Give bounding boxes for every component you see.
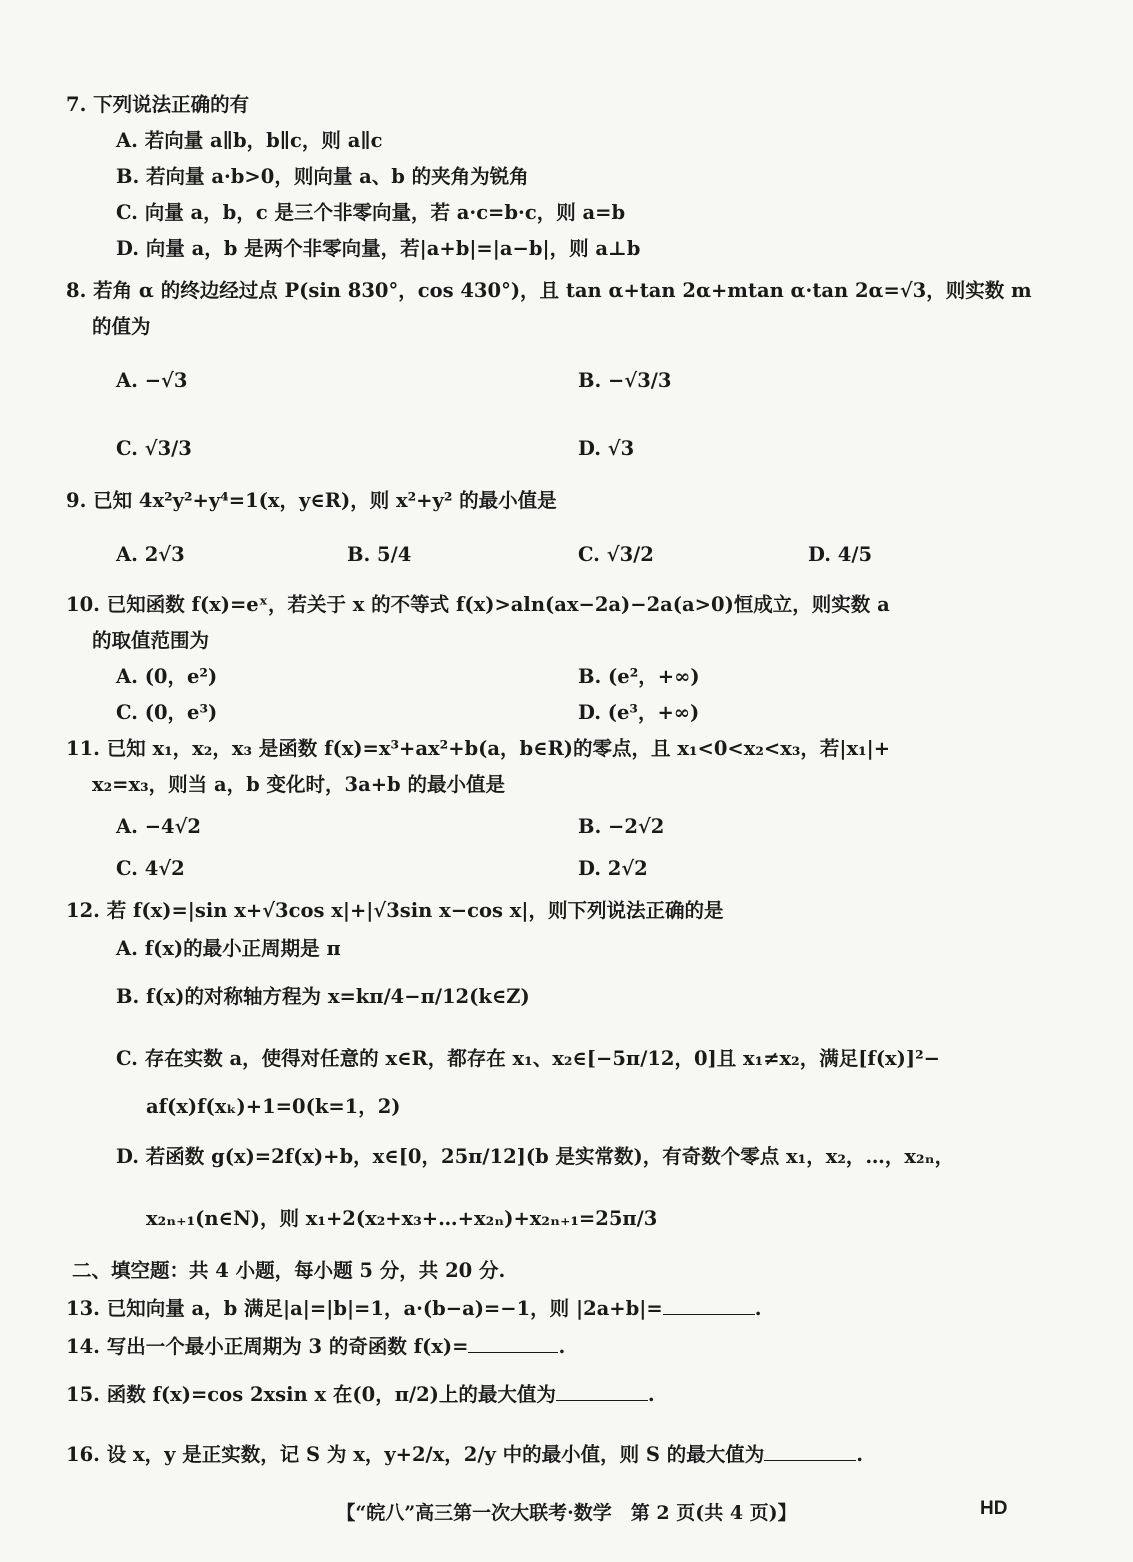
answer-blank xyxy=(764,1440,856,1461)
line-text: D. 2√2 xyxy=(578,857,648,880)
line-text: D. √3 xyxy=(578,437,635,460)
line-sec2 xyxy=(72,1258,505,1284)
line-q13 xyxy=(66,1294,761,1322)
answer-blank xyxy=(468,1332,558,1353)
line-q7b xyxy=(116,164,529,190)
line-q11a xyxy=(116,814,201,840)
line-text: 7. 下列说法正确的有 xyxy=(66,93,250,116)
line-q12d2 xyxy=(146,1206,657,1232)
line-text: A. −4√2 xyxy=(116,815,201,838)
line-text: 的取值范围为 xyxy=(92,629,210,652)
line-text: B. 5/4 xyxy=(347,543,412,566)
line-text: C. 存在实数 a，使得对任意的 x∈R，都存在 x₁、x₂∈[−5π/12，0]且 x₁≠x₂，满足[f(x)]²− xyxy=(116,1047,941,1070)
line-q12c2 xyxy=(146,1094,401,1120)
line-text: D. 向量 a，b 是两个非零向量，若|a+b|=|a−b|，则 a⊥b xyxy=(116,237,641,260)
line-q9c xyxy=(578,542,654,568)
line-text: B. f(x)的对称轴方程为 x=kπ/4−π/12(k∈Z) xyxy=(116,985,530,1008)
line-q12b xyxy=(116,984,530,1010)
line-q8cc xyxy=(116,436,192,462)
line-text: C. √3/2 xyxy=(578,543,654,566)
line-text: B. 若向量 a·b>0，则向量 a、b 的夹角为锐角 xyxy=(116,165,529,188)
line-text: x₂ₙ₊₁(n∈N)，则 x₁+2(x₂+x₃+…+x₂ₙ)+x₂ₙ₊₁=25π/3 xyxy=(146,1207,658,1230)
line-q9b xyxy=(347,542,411,568)
line-q11cc xyxy=(116,856,185,882)
line-text: 的值为 xyxy=(92,315,151,338)
line-q9 xyxy=(66,488,557,514)
line-q11c xyxy=(92,772,505,798)
line-text: x₂=x₃，则当 a，b 变化时，3a+b 的最小值是 xyxy=(92,773,505,796)
footer-code: HD xyxy=(980,1498,1008,1519)
line-q10c xyxy=(92,628,209,654)
line-q7a xyxy=(116,128,383,154)
line-text: A. −√3 xyxy=(116,369,188,392)
line-text: A. f(x)的最小正周期是 π xyxy=(116,937,341,960)
line-q12d xyxy=(116,1144,954,1170)
answer-blank xyxy=(556,1380,648,1401)
line-q7d xyxy=(116,236,640,262)
line-q8c xyxy=(92,314,151,340)
line-text: af(x)f(xₖ)+1=0(k=1，2) xyxy=(146,1095,401,1118)
line-q7 xyxy=(66,92,249,118)
line-text: 12. 若 f(x)=|sin x+√3cos x|+|√3sin x−cos x|，则下列说法正确的是 xyxy=(66,899,724,922)
line-q10 xyxy=(66,592,890,618)
line-text: 9. 已知 4x²y²+y⁴=1(x，y∈R)，则 x²+y² 的最小值是 xyxy=(66,489,557,512)
line-q15 xyxy=(66,1380,655,1408)
line-tail: . xyxy=(856,1443,864,1466)
line-q12a xyxy=(116,936,341,962)
line-tail: . xyxy=(558,1335,566,1358)
line-text: 11. 已知 x₁，x₂，x₃ 是函数 f(x)=x³+ax²+b(a，b∈R)的零点，且 x₁<0<x₂<x₃，若|x₁|+ xyxy=(66,737,891,760)
line-q8 xyxy=(66,278,1032,304)
line-text: C. 向量 a，b，c 是三个非零向量，若 a·c=b·c，则 a=b xyxy=(116,201,626,224)
line-q16 xyxy=(66,1440,863,1468)
line-text: 8. 若角 α 的终边经过点 P(sin 830°，cos 430°)，且 tan α+tan 2α+mtan α·tan 2α=√3，则实数 m xyxy=(66,279,1032,302)
line-text: 16. 设 x，y 是正实数，记 S 为 x，y+2/x，2/y 中的最小值，则 S 的最大值为 xyxy=(66,1443,765,1466)
line-q10d xyxy=(578,700,699,726)
line-text: 14. 写出一个最小正周期为 3 的奇函数 f(x)= xyxy=(66,1335,469,1358)
line-text: C. 4√2 xyxy=(116,857,185,880)
line-text: 10. 已知函数 f(x)=eˣ，若关于 x 的不等式 f(x)>aln(ax−2a)−2a(a>0)恒成立，则实数 a xyxy=(66,593,890,616)
line-text: A. 2√3 xyxy=(116,543,185,566)
line-q12c xyxy=(116,1046,940,1072)
line-q8a xyxy=(116,368,187,394)
line-q11 xyxy=(66,736,890,762)
line-q11b xyxy=(578,814,664,840)
line-text: D. 4/5 xyxy=(808,543,873,566)
line-text: 15. 函数 f(x)=cos 2xsin x 在(0，π/2)上的最大值为 xyxy=(66,1383,556,1406)
line-text: B. (e²，+∞) xyxy=(578,665,700,688)
line-q11d xyxy=(578,856,648,882)
line-text: D. (e³，+∞) xyxy=(578,701,700,724)
line-q8b xyxy=(578,368,671,394)
line-q9a xyxy=(116,542,185,568)
line-q10b xyxy=(578,664,700,690)
page-footer: 【“皖八”高三第一次大联考·数学 第 2 页(共 4 页)】 xyxy=(336,1502,797,1524)
line-text: 13. 已知向量 a，b 满足|a|=|b|=1，a·(b−a)=−1，则 |2a+b|= xyxy=(66,1297,663,1320)
line-text: A. (0，e²) xyxy=(116,665,218,688)
line-q7c xyxy=(116,200,625,226)
line-q12 xyxy=(66,898,723,924)
line-text: C. √3/3 xyxy=(116,437,192,460)
line-text: 二、填空题：共 4 小题，每小题 5 分，共 20 分. xyxy=(72,1259,506,1282)
line-q10a xyxy=(116,664,217,690)
line-text: A. 若向量 a∥b，b∥c，则 a∥c xyxy=(116,129,383,152)
line-text: B. −2√2 xyxy=(578,815,665,838)
line-q9d xyxy=(808,542,872,568)
line-q10cc xyxy=(116,700,217,726)
line-tail: . xyxy=(647,1383,655,1406)
line-text: D. 若函数 g(x)=2f(x)+b，x∈[0，25π/12](b 是实常数)，有奇数个零点 x₁，x₂，…，x₂ₙ， xyxy=(116,1145,955,1168)
answer-blank xyxy=(663,1294,755,1315)
line-tail: . xyxy=(754,1297,762,1320)
line-text: B. −√3/3 xyxy=(578,369,672,392)
line-q14 xyxy=(66,1332,565,1360)
line-q8d xyxy=(578,436,634,462)
line-text: C. (0，e³) xyxy=(116,701,218,724)
